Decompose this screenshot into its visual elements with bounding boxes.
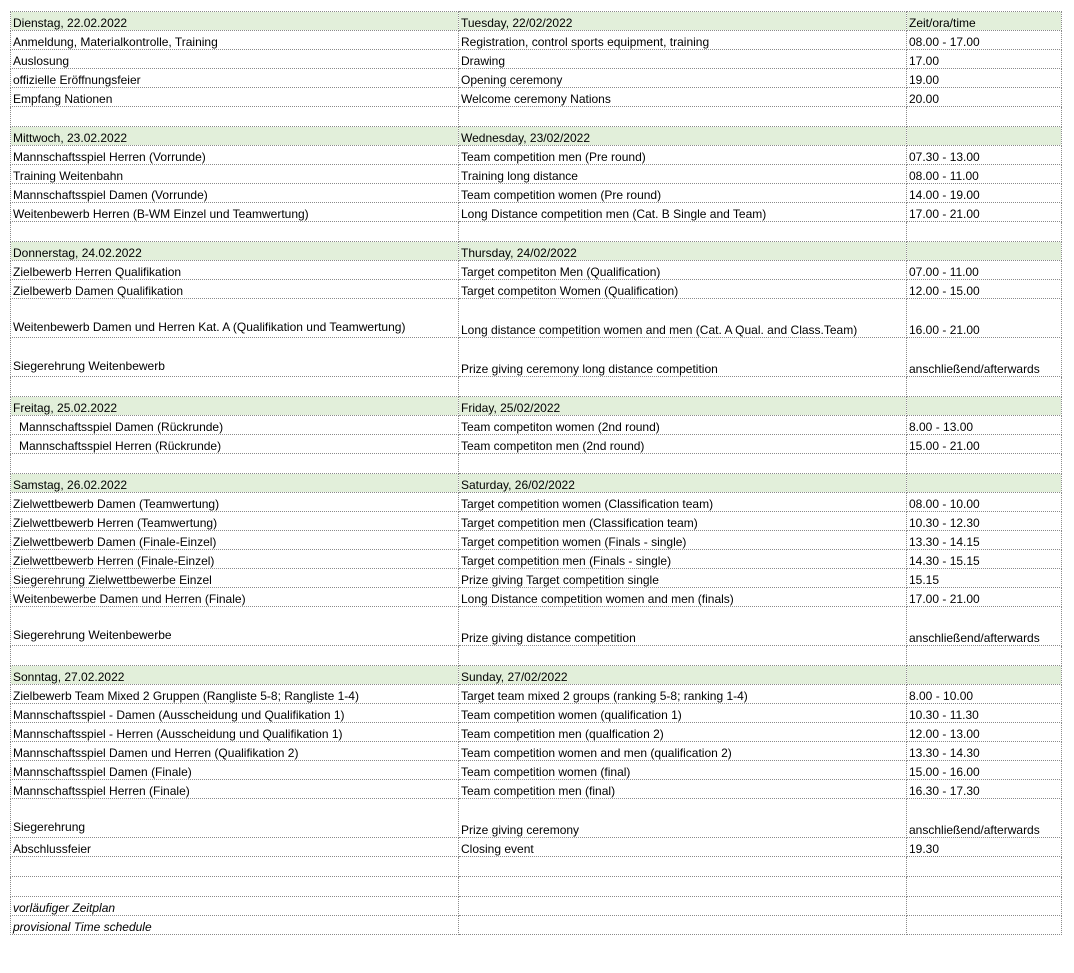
german-cell: Mannschaftsspiel Damen und Herren (Qualifikation 2) <box>11 742 459 761</box>
time-cell: Zeit/ora/time <box>907 12 1062 31</box>
english-cell: Sunday, 27/02/2022 <box>459 666 907 685</box>
time-cell: 14.30 - 15.15 <box>907 550 1062 569</box>
german-cell: offizielle Eröffnungsfeier <box>11 69 459 88</box>
time-cell: 07.00 - 11.00 <box>907 261 1062 280</box>
english-cell: Training long distance <box>459 165 907 184</box>
german-cell: Siegerehrung Weitenbewerbe <box>11 607 459 646</box>
time-cell: 8.00 - 10.00 <box>907 685 1062 704</box>
day-header-row <box>11 666 1062 685</box>
english-cell: Prize giving distance competition <box>459 607 907 646</box>
spacer-row <box>11 877 1062 897</box>
day-header-row <box>11 397 1062 416</box>
german-cell <box>11 454 459 474</box>
english-cell <box>459 897 907 916</box>
spacer-row <box>11 646 1062 666</box>
german-cell: Zielwettbewerb Herren (Finale-Einzel) <box>11 550 459 569</box>
time-cell: 20.00 <box>907 88 1062 107</box>
time-cell <box>907 454 1062 474</box>
time-cell <box>907 242 1062 261</box>
german-cell: Mannschaftsspiel Damen (Rückrunde) <box>11 416 459 435</box>
german-cell: Mannschaftsspiel Damen (Finale) <box>11 761 459 780</box>
german-cell: Mannschaftsspiel Herren (Rückrunde) <box>11 435 459 454</box>
event-row <box>11 88 1062 107</box>
english-cell: Target competiton Men (Qualification) <box>459 261 907 280</box>
event-row <box>11 742 1062 761</box>
german-cell: Abschlussfeier <box>11 838 459 857</box>
english-cell: Long Distance competition women and men (finals) <box>459 588 907 607</box>
english-cell: Prize giving ceremony long distance competition <box>459 338 907 377</box>
time-cell: 08.00 - 10.00 <box>907 493 1062 512</box>
english-cell: Team competition women (final) <box>459 761 907 780</box>
event-row <box>11 338 1062 377</box>
time-cell: 15.15 <box>907 569 1062 588</box>
event-row <box>11 761 1062 780</box>
time-cell: 15.00 - 16.00 <box>907 761 1062 780</box>
english-cell: Target competition men (Finals - single) <box>459 550 907 569</box>
time-cell <box>907 377 1062 397</box>
german-cell: Siegerehrung <box>11 799 459 838</box>
time-cell: 8.00 - 13.00 <box>907 416 1062 435</box>
time-cell <box>907 897 1062 916</box>
english-cell: Friday, 25/02/2022 <box>459 397 907 416</box>
german-cell: Freitag, 25.02.2022 <box>11 397 459 416</box>
german-cell: Mannschaftsspiel Herren (Finale) <box>11 780 459 799</box>
event-row <box>11 588 1062 607</box>
time-cell: 19.30 <box>907 838 1062 857</box>
english-cell: Prize giving ceremony <box>459 799 907 838</box>
german-cell <box>11 857 459 877</box>
spacer-row <box>11 454 1062 474</box>
time-cell <box>907 222 1062 242</box>
german-cell: Weitenbewerbe Damen und Herren (Finale) <box>11 588 459 607</box>
time-cell: 12.00 - 15.00 <box>907 280 1062 299</box>
english-cell: Prize giving Target competition single <box>459 569 907 588</box>
english-cell: Team competition women (qualification 1) <box>459 704 907 723</box>
german-cell: Mannschaftsspiel - Herren (Ausscheidung und Qualifikation 1) <box>11 723 459 742</box>
english-cell: Target competition women (Classification team) <box>459 493 907 512</box>
english-cell <box>459 857 907 877</box>
time-cell: 16.30 - 17.30 <box>907 780 1062 799</box>
event-row <box>11 607 1062 646</box>
german-cell: Mannschaftsspiel Damen (Vorrunde) <box>11 184 459 203</box>
event-row <box>11 704 1062 723</box>
spacer-row <box>11 222 1062 242</box>
event-row <box>11 799 1062 838</box>
english-cell: Team competition women and men (qualification 2) <box>459 742 907 761</box>
time-cell: 17.00 - 21.00 <box>907 203 1062 222</box>
german-cell: Dienstag, 22.02.2022 <box>11 12 459 31</box>
english-cell: Drawing <box>459 50 907 69</box>
english-cell: Saturday, 26/02/2022 <box>459 474 907 493</box>
time-cell <box>907 877 1062 897</box>
german-cell: Zielwettbewerb Damen (Finale-Einzel) <box>11 531 459 550</box>
german-cell <box>11 877 459 897</box>
german-cell: Mittwoch, 23.02.2022 <box>11 127 459 146</box>
event-row <box>11 435 1062 454</box>
german-cell: Weitenbewerb Herren (B-WM Einzel und Teamwertung) <box>11 203 459 222</box>
note-row <box>11 916 1062 935</box>
event-row <box>11 184 1062 203</box>
english-cell: Wednesday, 23/02/2022 <box>459 127 907 146</box>
german-cell <box>11 646 459 666</box>
german-cell: Mannschaftsspiel Herren (Vorrunde) <box>11 146 459 165</box>
event-row <box>11 780 1062 799</box>
event-row <box>11 50 1062 69</box>
event-row <box>11 531 1062 550</box>
english-cell <box>459 646 907 666</box>
time-cell <box>907 397 1062 416</box>
german-cell: Training Weitenbahn <box>11 165 459 184</box>
time-cell: 13.30 - 14.15 <box>907 531 1062 550</box>
time-cell <box>907 127 1062 146</box>
english-cell: Team competition men (Pre round) <box>459 146 907 165</box>
german-cell: Empfang Nationen <box>11 88 459 107</box>
english-cell <box>459 877 907 897</box>
event-row <box>11 280 1062 299</box>
german-cell: Zielbewerb Team Mixed 2 Gruppen (Rangliste 5-8; Rangliste 1-4) <box>11 685 459 704</box>
german-cell: Zielwettbewerb Herren (Teamwertung) <box>11 512 459 531</box>
german-cell <box>11 107 459 127</box>
english-cell <box>459 107 907 127</box>
english-cell: Team competition men (final) <box>459 780 907 799</box>
german-cell: Auslosung <box>11 50 459 69</box>
time-cell: 19.00 <box>907 69 1062 88</box>
spacer-row <box>11 377 1062 397</box>
german-cell: Weitenbewerb Damen und Herren Kat. A (Qualifikation und Teamwertung) <box>11 299 459 338</box>
german-cell: Sonntag, 27.02.2022 <box>11 666 459 685</box>
german-cell: Zielbewerb Damen Qualifikation <box>11 280 459 299</box>
event-row <box>11 165 1062 184</box>
english-cell: Target team mixed 2 groups (ranking 5-8; ranking 1-4) <box>459 685 907 704</box>
schedule-body <box>11 12 1062 935</box>
english-cell: Registration, control sports equipment, training <box>459 31 907 50</box>
german-cell: Siegerehrung Zielwettbewerbe Einzel <box>11 569 459 588</box>
spacer-row <box>11 857 1062 877</box>
german-cell <box>11 222 459 242</box>
time-cell <box>907 857 1062 877</box>
event-row <box>11 838 1062 857</box>
event-row <box>11 261 1062 280</box>
german-cell: Zielwettbewerb Damen (Teamwertung) <box>11 493 459 512</box>
time-cell: 17.00 <box>907 50 1062 69</box>
day-header-row <box>11 12 1062 31</box>
time-cell <box>907 474 1062 493</box>
english-cell: Team competition men (qualfication 2) <box>459 723 907 742</box>
event-row <box>11 550 1062 569</box>
time-cell: 10.30 - 11.30 <box>907 704 1062 723</box>
day-header-row <box>11 127 1062 146</box>
time-cell: anschließend/afterwards <box>907 607 1062 646</box>
time-cell: anschließend/afterwards <box>907 338 1062 377</box>
time-cell <box>907 666 1062 685</box>
english-cell <box>459 377 907 397</box>
time-cell: 17.00 - 21.00 <box>907 588 1062 607</box>
english-cell: Target competiton Women (Qualification) <box>459 280 907 299</box>
time-cell: 08.00 - 11.00 <box>907 165 1062 184</box>
event-row <box>11 203 1062 222</box>
time-cell: 08.00 - 17.00 <box>907 31 1062 50</box>
english-cell <box>459 222 907 242</box>
time-cell: 15.00 - 21.00 <box>907 435 1062 454</box>
time-cell: anschließend/afterwards <box>907 799 1062 838</box>
german-cell: Anmeldung, Materialkontrolle, Training <box>11 31 459 50</box>
english-cell: Target competition men (Classification team) <box>459 512 907 531</box>
english-cell: Thursday, 24/02/2022 <box>459 242 907 261</box>
german-cell <box>11 377 459 397</box>
english-cell <box>459 916 907 935</box>
event-row <box>11 299 1062 338</box>
time-cell: 14.00 - 19.00 <box>907 184 1062 203</box>
event-row <box>11 493 1062 512</box>
german-cell: provisional Time schedule <box>11 916 459 935</box>
german-cell: Donnerstag, 24.02.2022 <box>11 242 459 261</box>
event-row <box>11 685 1062 704</box>
english-cell: Tuesday, 22/02/2022 <box>459 12 907 31</box>
german-cell: vorläufiger Zeitplan <box>11 897 459 916</box>
time-cell: 12.00 - 13.00 <box>907 723 1062 742</box>
english-cell: Long distance competition women and men (Cat. A Qual. and Class.Team) <box>459 299 907 338</box>
event-row <box>11 416 1062 435</box>
german-cell: Zielbewerb Herren Qualifikation <box>11 261 459 280</box>
english-cell: Team competiton women (2nd round) <box>459 416 907 435</box>
time-cell <box>907 916 1062 935</box>
event-row <box>11 723 1062 742</box>
english-cell: Closing event <box>459 838 907 857</box>
time-cell: 16.00 - 21.00 <box>907 299 1062 338</box>
time-cell: 13.30 - 14.30 <box>907 742 1062 761</box>
german-cell: Siegerehrung Weitenbewerb <box>11 338 459 377</box>
english-cell: Long Distance competition men (Cat. B Single and Team) <box>459 203 907 222</box>
event-row <box>11 512 1062 531</box>
spacer-row <box>11 107 1062 127</box>
english-cell: Target competition women (Finals - single) <box>459 531 907 550</box>
time-cell <box>907 107 1062 127</box>
event-row <box>11 146 1062 165</box>
time-cell <box>907 646 1062 666</box>
time-cell: 07.30 - 13.00 <box>907 146 1062 165</box>
day-header-row <box>11 474 1062 493</box>
schedule-table <box>10 11 1062 935</box>
english-cell: Opening ceremony <box>459 69 907 88</box>
time-cell: 10.30 - 12.30 <box>907 512 1062 531</box>
event-row <box>11 31 1062 50</box>
english-cell: Team competition women (Pre round) <box>459 184 907 203</box>
day-header-row <box>11 242 1062 261</box>
german-cell: Mannschaftsspiel - Damen (Ausscheidung und Qualifikation 1) <box>11 704 459 723</box>
note-row <box>11 897 1062 916</box>
english-cell: Welcome ceremony Nations <box>459 88 907 107</box>
event-row <box>11 569 1062 588</box>
german-cell: Samstag, 26.02.2022 <box>11 474 459 493</box>
english-cell: Team competiton men (2nd round) <box>459 435 907 454</box>
english-cell <box>459 454 907 474</box>
event-row <box>11 69 1062 88</box>
